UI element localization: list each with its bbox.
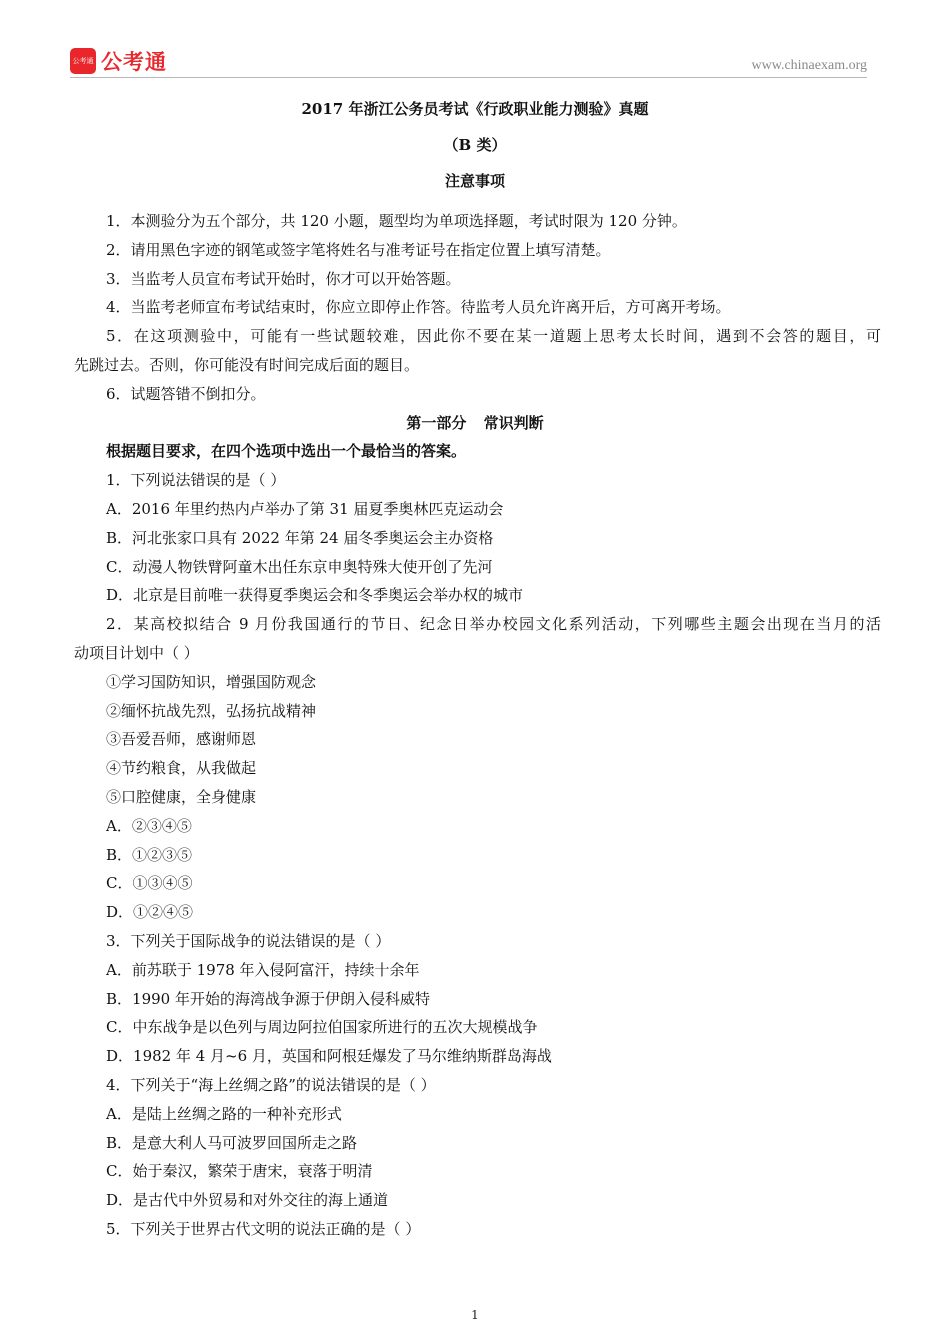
question-option: D．是古代中外贸易和对外交往的海上通道 (106, 1191, 389, 1210)
question-stem-continued: 动项目计划中（ ） (74, 643, 199, 662)
notice-item: 3．当监考人员宣布考试开始时，你才可以开始答题。 (106, 269, 461, 288)
question-item: ⑤口腔健康，全身健康 (106, 787, 257, 806)
brand-logo[interactable] (70, 46, 167, 76)
logo-badge-icon: 公考通 (70, 48, 96, 74)
notice-title: 注意事项 (444, 172, 505, 190)
document-title: 2017 年浙江公务员考试《行政职业能力测验》真题 (301, 100, 649, 118)
question-stem: 5．下列关于世界古代文明的说法正确的是（ ） (106, 1219, 421, 1238)
question-option: C．中东战争是以色列与周边阿拉伯国家所进行的五次大规模战争 (106, 1018, 538, 1037)
notice-item: 4．当监考老师宣布考试结束时，你应立即停止作答。待监考人员允许离开后，方可离开考场。 (106, 298, 731, 317)
page-number: 1 (471, 1308, 479, 1322)
notice-item: 5．在这项测验中，可能有一些试题较难，因此你不要在某一道题上思考太长时间，遇到不会答的题目，可 (106, 327, 881, 346)
notice-item-continued: 先跳过去。否则，你可能没有时间完成后面的题目。 (74, 355, 420, 374)
question-option: A．是陆上丝绸之路的一种补充形式 (106, 1104, 342, 1123)
question-option: C．动漫人物铁臂阿童木出任东京申奥特殊大使开创了先河 (106, 557, 493, 576)
logo-text: 公考通 (101, 50, 167, 74)
question-item: ③吾爱吾师，感谢师恩 (106, 730, 257, 749)
question-stem: 2．某高校拟结合 9 月份我国通行的节日、纪念日举办校园文化系列活动，下列哪些主题会出现在当月的活 (106, 615, 881, 634)
question-option: B．①②③⑤ (106, 845, 193, 864)
question-option: D．1982 年 4 月~6 月，英国和阿根廷爆发了马尔维纳斯群岛海战 (106, 1047, 552, 1066)
question-option: A．②③④⑤ (106, 816, 192, 835)
document-subtitle: （B 类） (443, 136, 507, 154)
question-option: C．①③④⑤ (106, 874, 193, 893)
section-instruction: 根据题目要求，在四个选项中选出一个最恰当的答案。 (106, 442, 467, 461)
question-option: B．1990 年开始的海湾战争源于伊朗入侵科威特 (106, 989, 430, 1008)
notice-item: 1．本测验分为五个部分，共 120 小题，题型均为单项选择题，考试时限为 120 分钟。 (106, 212, 687, 230)
part-title: 第一部分 常识判断 (406, 413, 544, 432)
question-item: ①学习国防知识，增强国防观念 (106, 672, 317, 691)
question-stem: 3．下列关于国际战争的说法错误的是（ ） (106, 931, 391, 950)
header-divider (70, 77, 867, 78)
notice-item: 6．试题答错不倒扣分。 (106, 384, 266, 403)
question-option: B．是意大利人马可波罗回国所走之路 (106, 1133, 358, 1152)
question-option: C．始于秦汉，繁荣于唐宋，衰落于明清 (106, 1162, 373, 1181)
notice-item: 2．请用黑色字迹的钢笔或签字笔将姓名与准考证号在指定位置上填写清楚。 (106, 240, 611, 259)
question-option: A．前苏联于 1978 年入侵阿富汗，持续十余年 (106, 960, 420, 979)
site-url-link[interactable]: www.chinaexam.org (751, 58, 867, 73)
page-header (0, 0, 950, 80)
document-body (0, 99, 950, 1244)
question-option: B．河北张家口具有 2022 年第 24 届冬季奥运会主办资格 (106, 528, 494, 547)
question-item: ④节约粮食，从我做起 (106, 759, 257, 778)
question-option: D．①②④⑤ (106, 903, 194, 922)
question-item: ②缅怀抗战先烈，弘扬抗战精神 (106, 701, 317, 720)
question-stem: 4．下列关于“海上丝绸之路”的说法错误的是（ ） (106, 1075, 436, 1094)
question-stem: 1．下列说法错误的是（ ） (106, 471, 286, 490)
question-option: D．北京是目前唯一获得夏季奥运会和冬季奥运会举办权的城市 (106, 586, 524, 605)
question-option: A．2016 年里约热内卢举办了第 31 届夏季奥林匹克运动会 (106, 499, 504, 518)
